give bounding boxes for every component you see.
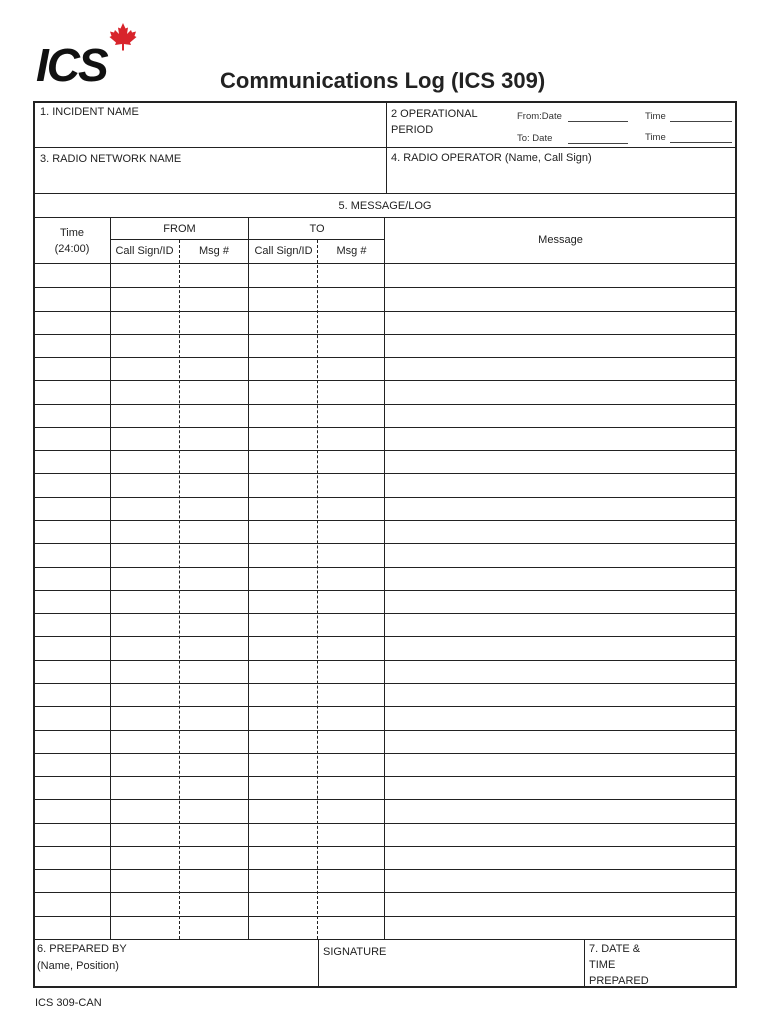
from-msg-num-cell[interactable] [180,590,248,613]
message-cell[interactable] [385,287,735,310]
to-call-sign-cell[interactable] [249,264,317,287]
from-msg-num-cell[interactable] [180,916,248,939]
message-cell[interactable] [385,869,735,892]
message-cell[interactable] [385,730,735,753]
from-call-sign-cell[interactable] [111,404,179,427]
to-header: TO [309,223,325,235]
to-call-sign-cell[interactable] [249,613,317,636]
from-call-sign-cell[interactable] [111,613,179,636]
to-msg-num-cell[interactable] [318,497,384,520]
message-cell[interactable] [385,636,735,659]
from-call-sign-cell[interactable] [111,427,179,450]
time-cell[interactable] [35,892,110,915]
message-cell[interactable] [385,892,735,915]
from-call-sign-cell[interactable] [111,450,179,473]
from-header: FROM [163,223,196,235]
to-msg-num-cell[interactable] [318,892,384,915]
to-msg-num-cell[interactable] [318,823,384,846]
from-msg-num-cell[interactable] [180,543,248,566]
to-msg-num-cell[interactable] [318,311,384,334]
time-cell[interactable] [35,636,110,659]
message-cell[interactable] [385,427,735,450]
from-call-sign-cell[interactable] [111,823,179,846]
time-cell[interactable] [35,311,110,334]
to-msg-num-cell[interactable] [318,264,384,287]
from-msg-num-cell[interactable] [180,473,248,496]
to-msg-num-cell[interactable] [318,799,384,822]
to-call-sign-cell[interactable] [249,892,317,915]
from-call-sign-cell[interactable] [111,660,179,683]
to-call-sign-cell[interactable] [249,334,317,357]
to-msg-num-cell[interactable] [318,380,384,403]
to-date-input[interactable] [568,143,628,144]
time-cell[interactable] [35,497,110,520]
from-call-sign-cell[interactable] [111,869,179,892]
from-call-sign-cell[interactable] [111,683,179,706]
form-title: Communications Log (ICS 309) [220,68,546,93]
from-call-sign-cell[interactable] [111,311,179,334]
message-cell[interactable] [385,404,735,427]
from-msg-num-header: Msg # [199,245,229,257]
radio-operator-field[interactable] [387,148,735,193]
from-msg-num-cell[interactable] [180,380,248,403]
date-time-label-1: 7. DATE & [589,943,641,955]
time-cell[interactable] [35,567,110,590]
signature-field[interactable] [319,940,583,986]
time-cell[interactable] [35,916,110,939]
message-cell[interactable] [385,497,735,520]
from-call-sign-cell[interactable] [111,520,179,543]
to-call-sign-cell[interactable] [249,543,317,566]
from-call-sign-cell[interactable] [111,916,179,939]
time-cell[interactable] [35,730,110,753]
time-cell[interactable] [35,334,110,357]
from-call-sign-cell[interactable] [111,380,179,403]
from-call-sign-cell[interactable] [111,473,179,496]
date-time-label-2: TIME [589,959,616,971]
to-msg-num-cell[interactable] [318,730,384,753]
from-call-sign-cell[interactable] [111,497,179,520]
incident-name-label: 1. INCIDENT NAME [40,106,139,118]
to-msg-num-cell[interactable] [318,753,384,776]
to-msg-num-cell[interactable] [318,404,384,427]
from-msg-num-cell[interactable] [180,753,248,776]
to-call-sign-cell[interactable] [249,730,317,753]
to-msg-num-cell[interactable] [318,450,384,473]
message-cell[interactable] [385,799,735,822]
time-cell[interactable] [35,404,110,427]
time-cell[interactable] [35,380,110,403]
time-cell[interactable] [35,753,110,776]
time-cell[interactable] [35,799,110,822]
to-call-sign-cell[interactable] [249,520,317,543]
signature-label: SIGNATURE [323,946,387,958]
date-time-label-3: PREPARED [589,975,649,987]
message-cell[interactable] [385,916,735,939]
message-cell[interactable] [385,776,735,799]
message-cell[interactable] [385,357,735,380]
from-call-sign-cell[interactable] [111,334,179,357]
message-cell[interactable] [385,683,735,706]
time-cell[interactable] [35,264,110,287]
from-msg-num-cell[interactable] [180,776,248,799]
prepared-by-label-1: 6. PREPARED BY [37,943,127,955]
from-msg-num-cell[interactable] [180,450,248,473]
from-msg-num-cell[interactable] [180,497,248,520]
to-msg-num-cell[interactable] [318,683,384,706]
time-cell[interactable] [35,590,110,613]
to-msg-num-cell[interactable] [318,543,384,566]
from-msg-num-cell[interactable] [180,683,248,706]
to-call-sign-cell[interactable] [249,660,317,683]
message-cell[interactable] [385,823,735,846]
to-call-sign-cell[interactable] [249,823,317,846]
message-cell[interactable] [385,543,735,566]
from-call-sign-cell[interactable] [111,892,179,915]
to-msg-num-cell[interactable] [318,520,384,543]
to-call-sign-cell[interactable] [249,869,317,892]
prepared-by-field[interactable] [35,940,317,986]
from-date-label: From:Date [517,111,562,122]
from-call-sign-cell[interactable] [111,264,179,287]
to-call-sign-cell[interactable] [249,311,317,334]
time-cell[interactable] [35,450,110,473]
to-msg-num-cell[interactable] [318,846,384,869]
message-cell[interactable] [385,334,735,357]
to-msg-num-cell[interactable] [318,590,384,613]
to-call-sign-cell[interactable] [249,567,317,590]
operational-period-label-1: 2 OPERATIONAL [391,108,478,120]
from-call-sign-cell[interactable] [111,543,179,566]
from-msg-num-cell[interactable] [180,264,248,287]
message-cell[interactable] [385,567,735,590]
time-cell[interactable] [35,543,110,566]
to-msg-num-cell[interactable] [318,660,384,683]
message-cell[interactable] [385,380,735,403]
message-cell[interactable] [385,660,735,683]
to-call-sign-cell[interactable] [249,706,317,729]
maple-leaf-icon [108,22,138,52]
time-cell[interactable] [35,357,110,380]
from-call-sign-cell[interactable] [111,846,179,869]
incident-name-field[interactable] [35,102,385,147]
to-call-sign-cell[interactable] [249,287,317,310]
from-msg-num-cell[interactable] [180,357,248,380]
time-cell[interactable] [35,683,110,706]
from-msg-num-cell[interactable] [180,334,248,357]
to-call-sign-cell[interactable] [249,846,317,869]
radio-network-name-field[interactable] [35,148,385,193]
to-call-sign-cell[interactable] [249,636,317,659]
from-msg-num-cell[interactable] [180,823,248,846]
from-msg-num-cell[interactable] [180,799,248,822]
from-msg-num-cell[interactable] [180,730,248,753]
time-cell[interactable] [35,520,110,543]
time-cell[interactable] [35,869,110,892]
from-call-sign-cell[interactable] [111,357,179,380]
message-cell[interactable] [385,590,735,613]
radio-network-name-label: 3. RADIO NETWORK NAME [40,153,182,165]
to-msg-num-cell[interactable] [318,357,384,380]
from-date-input[interactable] [568,121,628,122]
to-call-sign-cell[interactable] [249,427,317,450]
to-call-sign-cell[interactable] [249,799,317,822]
from-call-sign-cell[interactable] [111,567,179,590]
to-call-sign-cell[interactable] [249,916,317,939]
message-cell[interactable] [385,264,735,287]
time-cell[interactable] [35,613,110,636]
to-msg-num-cell[interactable] [318,613,384,636]
to-call-sign-cell[interactable] [249,450,317,473]
from-msg-num-cell[interactable] [180,287,248,310]
from-call-sign-cell[interactable] [111,799,179,822]
to-msg-num-cell[interactable] [318,636,384,659]
to-call-sign-cell[interactable] [249,753,317,776]
from-call-sign-cell[interactable] [111,636,179,659]
message-cell[interactable] [385,706,735,729]
time-cell[interactable] [35,473,110,496]
to-call-sign-header: Call Sign/ID [254,245,313,257]
ics-logo: ICS [36,39,107,91]
time-cell[interactable] [35,660,110,683]
time-cell[interactable] [35,823,110,846]
from-msg-num-cell[interactable] [180,706,248,729]
to-msg-num-cell[interactable] [318,706,384,729]
to-msg-num-cell[interactable] [318,869,384,892]
from-call-sign-cell[interactable] [111,287,179,310]
form-id: ICS 309-CAN [35,997,102,1009]
to-call-sign-cell[interactable] [249,776,317,799]
time-cell[interactable] [35,846,110,869]
from-msg-num-cell[interactable] [180,869,248,892]
to-msg-num-cell[interactable] [318,916,384,939]
to-call-sign-cell[interactable] [249,683,317,706]
from-msg-num-cell[interactable] [180,311,248,334]
to-msg-num-header: Msg # [336,245,367,257]
to-msg-num-cell[interactable] [318,776,384,799]
to-msg-num-cell[interactable] [318,473,384,496]
message-cell[interactable] [385,753,735,776]
time-cell[interactable] [35,706,110,729]
from-msg-num-cell[interactable] [180,613,248,636]
operational-period-label-2: PERIOD [391,124,434,136]
to-call-sign-cell[interactable] [249,357,317,380]
from-time-label: Time [645,111,666,122]
from-call-sign-header: Call Sign/ID [115,245,174,257]
message-cell[interactable] [385,311,735,334]
operational-period-field [387,102,735,147]
from-call-sign-cell[interactable] [111,706,179,729]
message-cell[interactable] [385,613,735,636]
time-header: Time (24:00) [54,227,90,255]
prepared-by-label-2: (Name, Position) [37,960,119,972]
from-msg-num-cell[interactable] [180,660,248,683]
to-date-label: To: Date [517,133,553,144]
message-cell[interactable] [385,473,735,496]
to-msg-num-cell[interactable] [318,334,384,357]
message-header: Message [538,234,583,246]
to-call-sign-cell[interactable] [249,590,317,613]
from-call-sign-cell[interactable] [111,753,179,776]
from-msg-num-cell[interactable] [180,636,248,659]
to-call-sign-cell[interactable] [249,380,317,403]
message-cell[interactable] [385,846,735,869]
from-msg-num-cell[interactable] [180,427,248,450]
message-cell[interactable] [385,520,735,543]
from-msg-num-cell[interactable] [180,846,248,869]
from-msg-num-cell[interactable] [180,567,248,590]
from-call-sign-cell[interactable] [111,590,179,613]
to-time-input[interactable] [670,142,732,143]
date-time-prepared-field[interactable] [585,940,735,986]
time-cell[interactable] [35,776,110,799]
from-call-sign-cell[interactable] [111,776,179,799]
to-call-sign-cell[interactable] [249,404,317,427]
to-call-sign-cell[interactable] [249,473,317,496]
to-time-label: Time [645,132,666,143]
to-msg-num-cell[interactable] [318,287,384,310]
from-msg-num-cell[interactable] [180,892,248,915]
from-call-sign-cell[interactable] [111,730,179,753]
to-msg-num-cell[interactable] [318,427,384,450]
radio-operator-label: 4. RADIO OPERATOR (Name, Call Sign) [391,152,592,164]
to-call-sign-cell[interactable] [249,497,317,520]
to-msg-num-cell[interactable] [318,567,384,590]
message-log-section-label: 5. MESSAGE/LOG [338,200,432,212]
message-cell[interactable] [385,450,735,473]
from-msg-num-cell[interactable] [180,404,248,427]
from-time-input[interactable] [670,121,732,122]
from-msg-num-cell[interactable] [180,520,248,543]
time-cell[interactable] [35,287,110,310]
time-cell[interactable] [35,427,110,450]
